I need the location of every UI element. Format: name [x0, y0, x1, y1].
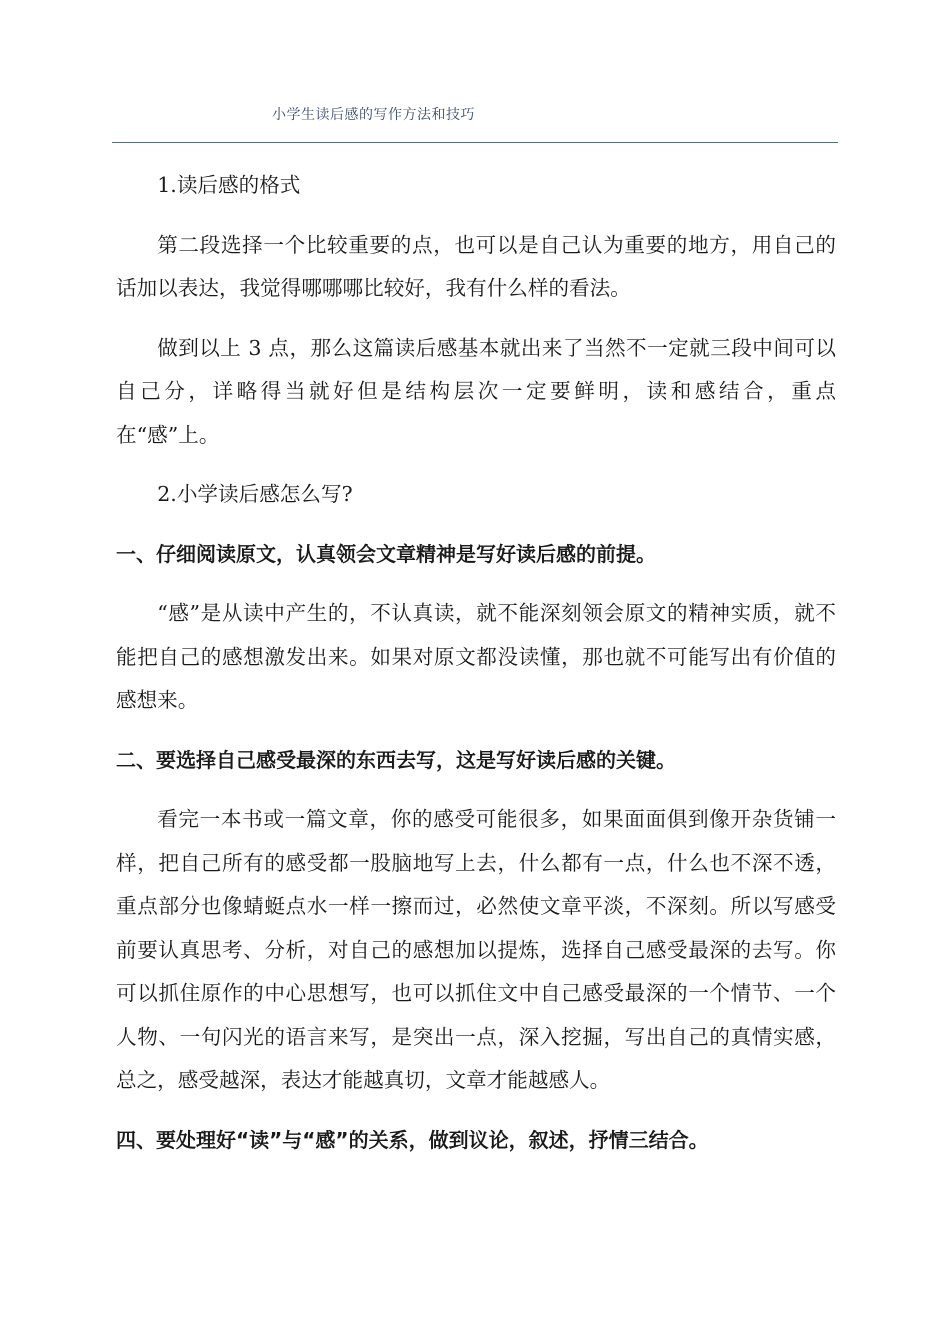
page-header-title: 小学生读后感的写作方法和技巧	[272, 107, 475, 123]
paragraph-focus-feelings: 看完一本书或一篇文章，你的感受可能很多，如果面面俱到像开杂货铺一样，把自己所有的感受都一股脑地写上去，什么都有一点，什么也不深不透，重点部分也像蜻蜓点水一样一擦而过，必然使文章平淡，不深刻。所以写感受前要认真思考、分析，对自己的感想加以提炼，选择自己感受最深的去写。你可以抓住原作的中心思想写，也可以抓住文中自己感受最深的一个情节、一个人物、一句闪光的语言来写，是突出一点，深入挖掘，写出自己的真情实感，总之，感受越深，表达才能越真切，文章才能越感人。	[116, 807, 836, 1092]
header-divider	[112, 142, 838, 143]
paragraph-second-section: 第二段选择一个比较重要的点，也可以是自己认为重要的地方，用自己的话加以表达，我觉得哪哪哪比较好，我有什么样的看法。	[116, 232, 836, 300]
heading-read-carefully: 一、仔细阅读原文，认真领会文章精神是写好读后感的前提。	[116, 541, 656, 566]
section-title-how-to-write: 2.小学读后感怎么写?	[157, 482, 353, 506]
heading-choose-deepest-feeling: 二、要选择自己感受最深的东西去写，这是写好读后感的关键。	[116, 747, 676, 772]
paragraph-three-points: 做到以上 3 点，那么这篇读后感基本就出来了当然不一定就三段中间可以自己分，详略得当就好但是结构层次一定要鲜明，读和感结合，重点在“感”上。	[116, 335, 836, 447]
document-body	[116, 164, 836, 1178]
heading-read-and-feel-relation: 四、要处理好“读”与“感”的关系，做到议论，叙述，抒情三结合。	[116, 1127, 709, 1152]
section-title-format: 1.读后感的格式	[157, 173, 301, 197]
paragraph-feeling-from-reading: “感”是从读中产生的，不认真读，就不能深刻领会原文的精神实质，就不能把自己的感想激发出来。如果对原文都没读懂，那也就不可能写出有价值的感想来。	[116, 601, 836, 712]
